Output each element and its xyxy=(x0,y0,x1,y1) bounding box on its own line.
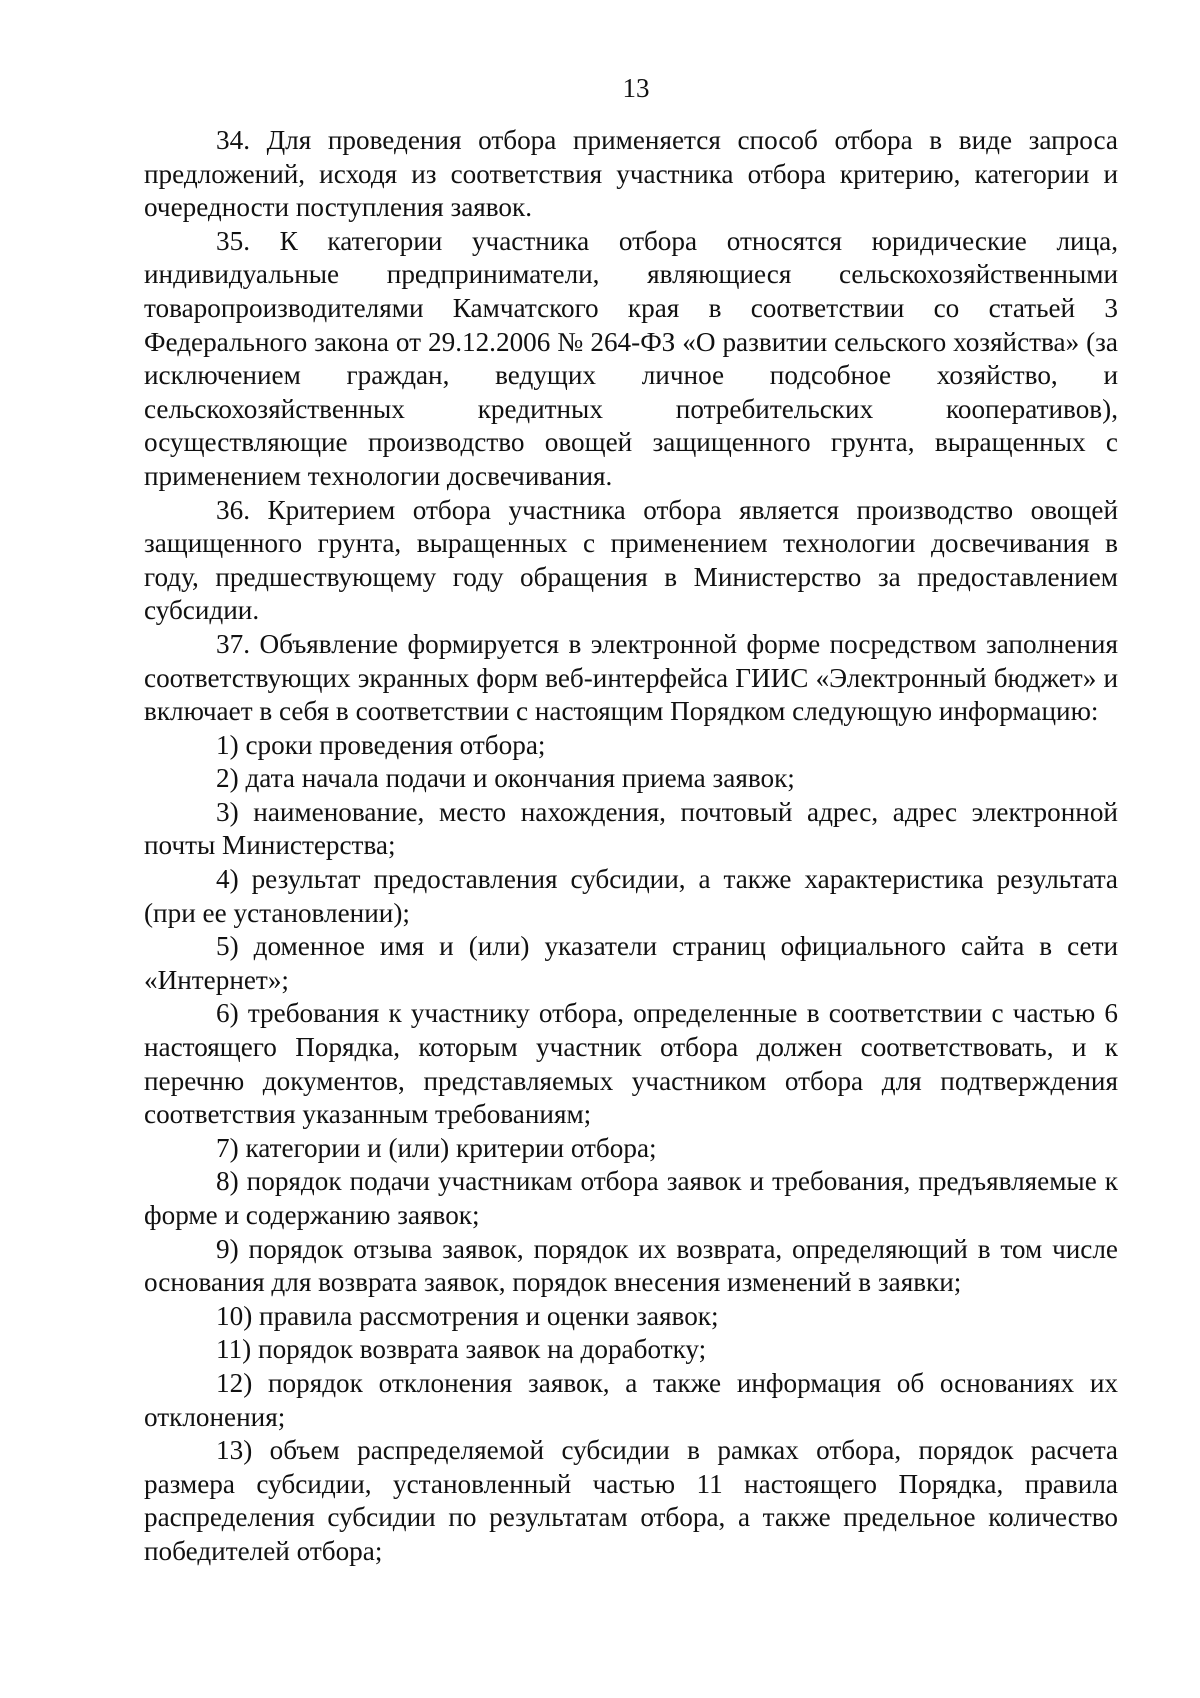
list-item-7: 7) категории и (или) критерии отбора; xyxy=(216,1132,657,1163)
page-number: 13 xyxy=(622,73,650,103)
paragraph-35: 35. К категории участника отбора относятся юридические лица, индивидуальные предприниматели, являющиеся сельскохозяйственными товаропроизводителями Камчатского края в соответствии со статьей 3 Федерального закона от 29.12.2006 № 264-ФЗ «О развитии сельского хозяйства» (за исключением граждан, ведущих личное подсобное хозяйство, и сельскохозяйственных кредитных потребительских кооперативов), осуществляющие производство овощей защищенного грунта, выращенных с применением технологии досвечивания. xyxy=(144,225,1118,491)
list-item-11: 11) порядок возврата заявок на доработку; xyxy=(216,1334,707,1365)
document-body xyxy=(144,124,1118,1569)
list-item-8: 8) порядок подачи участникам отбора заявок и требования, предъявляемые к форме и содержанию заявок; xyxy=(144,1166,1118,1230)
list-item-4: 4) результат предоставления субсидии, а также характеристика результата (при ее установлении); xyxy=(144,864,1118,928)
list-item-9: 9) порядок отзыва заявок, порядок их возврата, определяющий в том числе основания для возврата заявок, порядок внесения изменений в заявки; xyxy=(144,1233,1118,1298)
list-item-1: 1) сроки проведения отбора; xyxy=(216,729,546,760)
paragraph-36: 36. Критерием отбора участника отбора является производство овощей защищенного грунта, выращенных с применением технологии досвечивания в году, предшествующему году обращения в Министерство за предоставлением субсидии. xyxy=(144,494,1118,626)
paragraph-37: 37. Объявление формируется в электронной форме посредством заполнения соответствующих экранных форм веб-интерфейса ГИИС «Электронный бюджет» и включает в себя в соответствии с настоящим Порядком следующую информацию: xyxy=(144,628,1118,727)
list-item-10: 10) правила рассмотрения и оценки заявок; xyxy=(216,1300,719,1331)
list-item-12: 12) порядок отклонения заявок, а также информация об основаниях их отклонения; xyxy=(144,1367,1118,1432)
paragraph-34: 34. Для проведения отбора применяется способ отбора в виде запроса предложений, исходя из соответствия участника отбора критерию, категории и очередности поступления заявок. xyxy=(144,125,1118,223)
list-item-13: 13) объем распределяемой субсидии в рамках отбора, порядок расчета размера субсидии, установленный частью 11 настоящего Порядка, правила распределения субсидии по результатам отбора, а также предельное количество победителей отбора; xyxy=(144,1435,1118,1566)
list-item-3: 3) наименование, место нахождения, почтовый адрес, адрес электронной почты Министерства; xyxy=(144,796,1118,861)
list-item-6: 6) требования к участнику отбора, определенные в соответствии с частью 6 настоящего Порядка, которым участник отбора должен соответствовать, и к перечню документов, представляемых участником отбора для подтверждения соответствия указанным требованиям; xyxy=(144,998,1118,1130)
list-item-2: 2) дата начала подачи и окончания приема заявок; xyxy=(216,763,795,794)
list-item-5: 5) доменное имя и (или) указатели страниц официального сайта в сети «Интернет»; xyxy=(144,931,1118,995)
